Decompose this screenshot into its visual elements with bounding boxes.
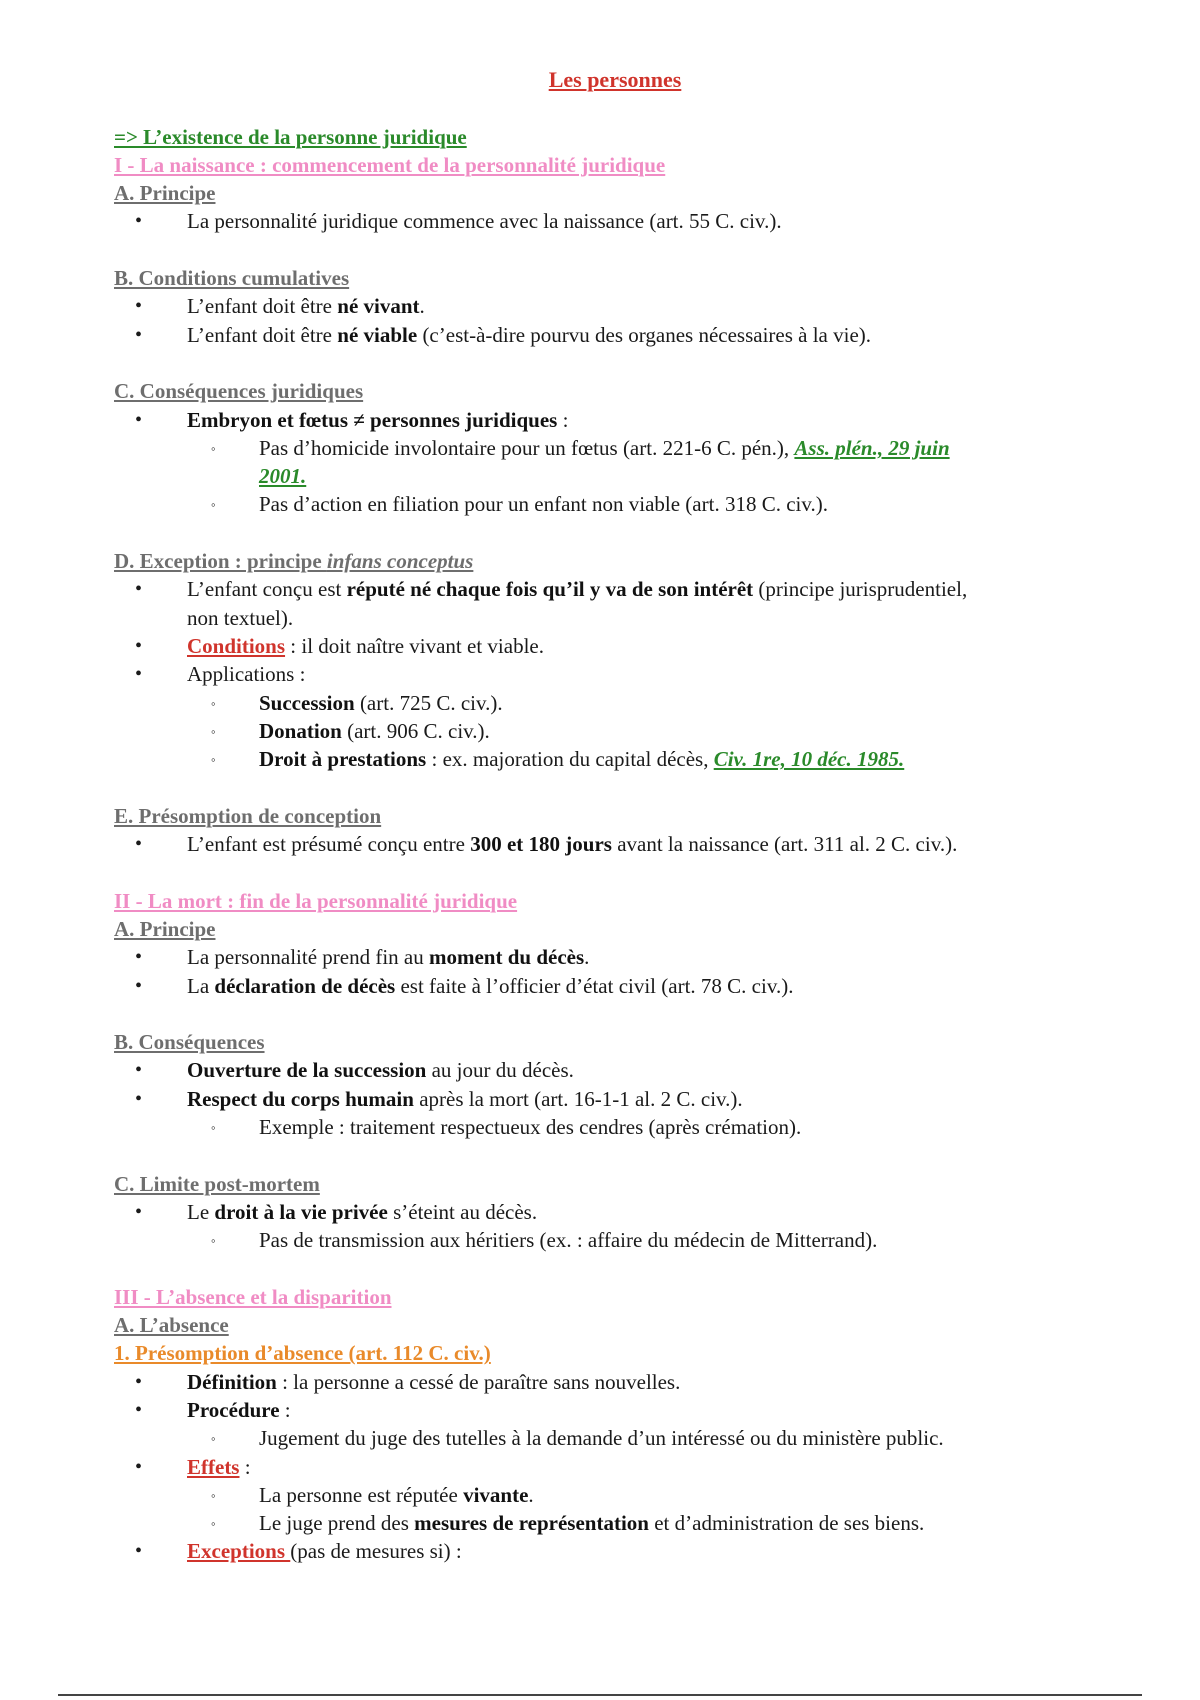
bullet-item: • La déclaration de décès est faite à l’officier d’état civil (art. 78 C. civ.). bbox=[114, 972, 1094, 1000]
sub-bullet-item: ◦ La personne est réputée vivante. bbox=[114, 1481, 1094, 1509]
sub-bullet-item: ◦ Succession (art. 725 C. civ.). bbox=[114, 689, 1094, 717]
bullet-item: • La personnalité prend fin au moment du décès. bbox=[114, 943, 1094, 971]
subheading-principe: A. Principe bbox=[114, 181, 216, 206]
bullet-continuation: non textuel). bbox=[187, 605, 294, 630]
bullet-item: • Ouverture de la succession au jour du décès. bbox=[114, 1056, 1094, 1084]
sub-bullet-item: ◦ Pas d’homicide involontaire pour un fœtus (art. 221-6 C. pén.), Ass. plén., 29 juin bbox=[114, 434, 1094, 462]
spacer bbox=[114, 94, 1094, 122]
bullet-item: • La personnalité juridique commence avec la naissance (art. 55 C. civ.). bbox=[114, 207, 1094, 235]
subheading-consequences-juridiques: C. Conséquences juridiques bbox=[114, 379, 364, 404]
subheading-consequences: B. Conséquences bbox=[114, 1030, 265, 1055]
subheading-presomption-absence: 1. Présomption d’absence (art. 112 C. civ.) bbox=[114, 1341, 491, 1366]
bullet-item: • L’enfant conçu est réputé né chaque fois qu’il y va de son intérêt (principe jurisprudentiel, bbox=[114, 575, 1094, 603]
bullet-item: • Effets : bbox=[114, 1453, 1094, 1481]
sub-bullet-continuation bbox=[114, 462, 1094, 490]
bullet-item: • Conditions : il doit naître vivant et viable. bbox=[114, 632, 1094, 660]
sub-bullet-item: ◦ Donation (art. 906 C. civ.). bbox=[114, 717, 1094, 745]
document-page bbox=[114, 66, 1094, 1566]
bullet-item: • L’enfant doit être né viable (c’est-à-dire pourvu des organes nécessaires à la vie). bbox=[114, 321, 1094, 349]
bullet-item: • Le droit à la vie privée s’éteint au décès. bbox=[114, 1198, 1094, 1226]
sub-bullet-item: ◦ Pas de transmission aux héritiers (ex. : affaire du médecin de Mitterrand). bbox=[114, 1226, 1094, 1254]
bullet-item: • Procédure : bbox=[114, 1396, 1094, 1424]
case-reference-link[interactable]: 2001. bbox=[259, 464, 307, 489]
subheading-absence: A. L’absence bbox=[114, 1313, 229, 1338]
sub-bullet-item: ◦ Droit à prestations : ex. majoration du capital décès, Civ. 1re, 10 déc. 1985. bbox=[114, 745, 1094, 773]
bullet-item: • Définition : la personne a cessé de paraître sans nouvelles. bbox=[114, 1368, 1094, 1396]
part-heading-absence: III - L’absence et la disparition bbox=[114, 1284, 392, 1309]
sub-bullet-item: ◦ Exemple : traitement respectueux des cendres (après crémation). bbox=[114, 1113, 1094, 1141]
case-reference-link[interactable]: Ass. plén., 29 juin bbox=[794, 435, 950, 460]
page-bottom-rule bbox=[58, 1694, 1142, 1696]
sub-bullet-item: ◦ Le juge prend des mesures de représentation et d’administration de ses biens. bbox=[114, 1509, 1094, 1537]
subheading-exception-infans-conceptus: D. Exception : principe infans conceptus bbox=[114, 549, 474, 574]
bullet-item: • Embryon et fœtus ≠ personnes juridiques : bbox=[114, 406, 1094, 434]
bullet-item: • Applications : bbox=[114, 660, 1094, 688]
subheading-conditions-cumulatives: B. Conditions cumulatives bbox=[114, 266, 350, 291]
bullet-item: • Exceptions (pas de mesures si) : bbox=[114, 1537, 1094, 1565]
case-reference-link[interactable]: Civ. 1re, 10 déc. 1985. bbox=[713, 747, 905, 772]
section-heading-existence: => L’existence de la personne juridique bbox=[114, 124, 467, 149]
subheading-limite-post-mortem: C. Limite post-mortem bbox=[114, 1171, 320, 1196]
part-heading-naissance: I - La naissance : commencement de la personnalité juridique bbox=[114, 152, 666, 177]
bullet-item: • Respect du corps humain après la mort (art. 16-1-1 al. 2 C. civ.). bbox=[114, 1085, 1094, 1113]
bullet-item: • L’enfant est présumé conçu entre 300 et 180 jours avant la naissance (art. 311 al. 2 C. civ.). bbox=[114, 830, 1094, 858]
part-heading-mort: II - La mort : fin de la personnalité juridique bbox=[114, 888, 518, 913]
sub-bullet-item: ◦ Pas d’action en filiation pour un enfant non viable (art. 318 C. civ.). bbox=[114, 490, 1094, 518]
subheading-principe: A. Principe bbox=[114, 916, 216, 941]
bullet-item: • L’enfant doit être né vivant. bbox=[114, 292, 1094, 320]
subheading-presomption-conception: E. Présomption de conception bbox=[114, 803, 382, 828]
document-title: Les personnes bbox=[548, 67, 682, 92]
sub-bullet-item: ◦ Jugement du juge des tutelles à la demande d’un intéressé ou du ministère public. bbox=[114, 1424, 1094, 1452]
